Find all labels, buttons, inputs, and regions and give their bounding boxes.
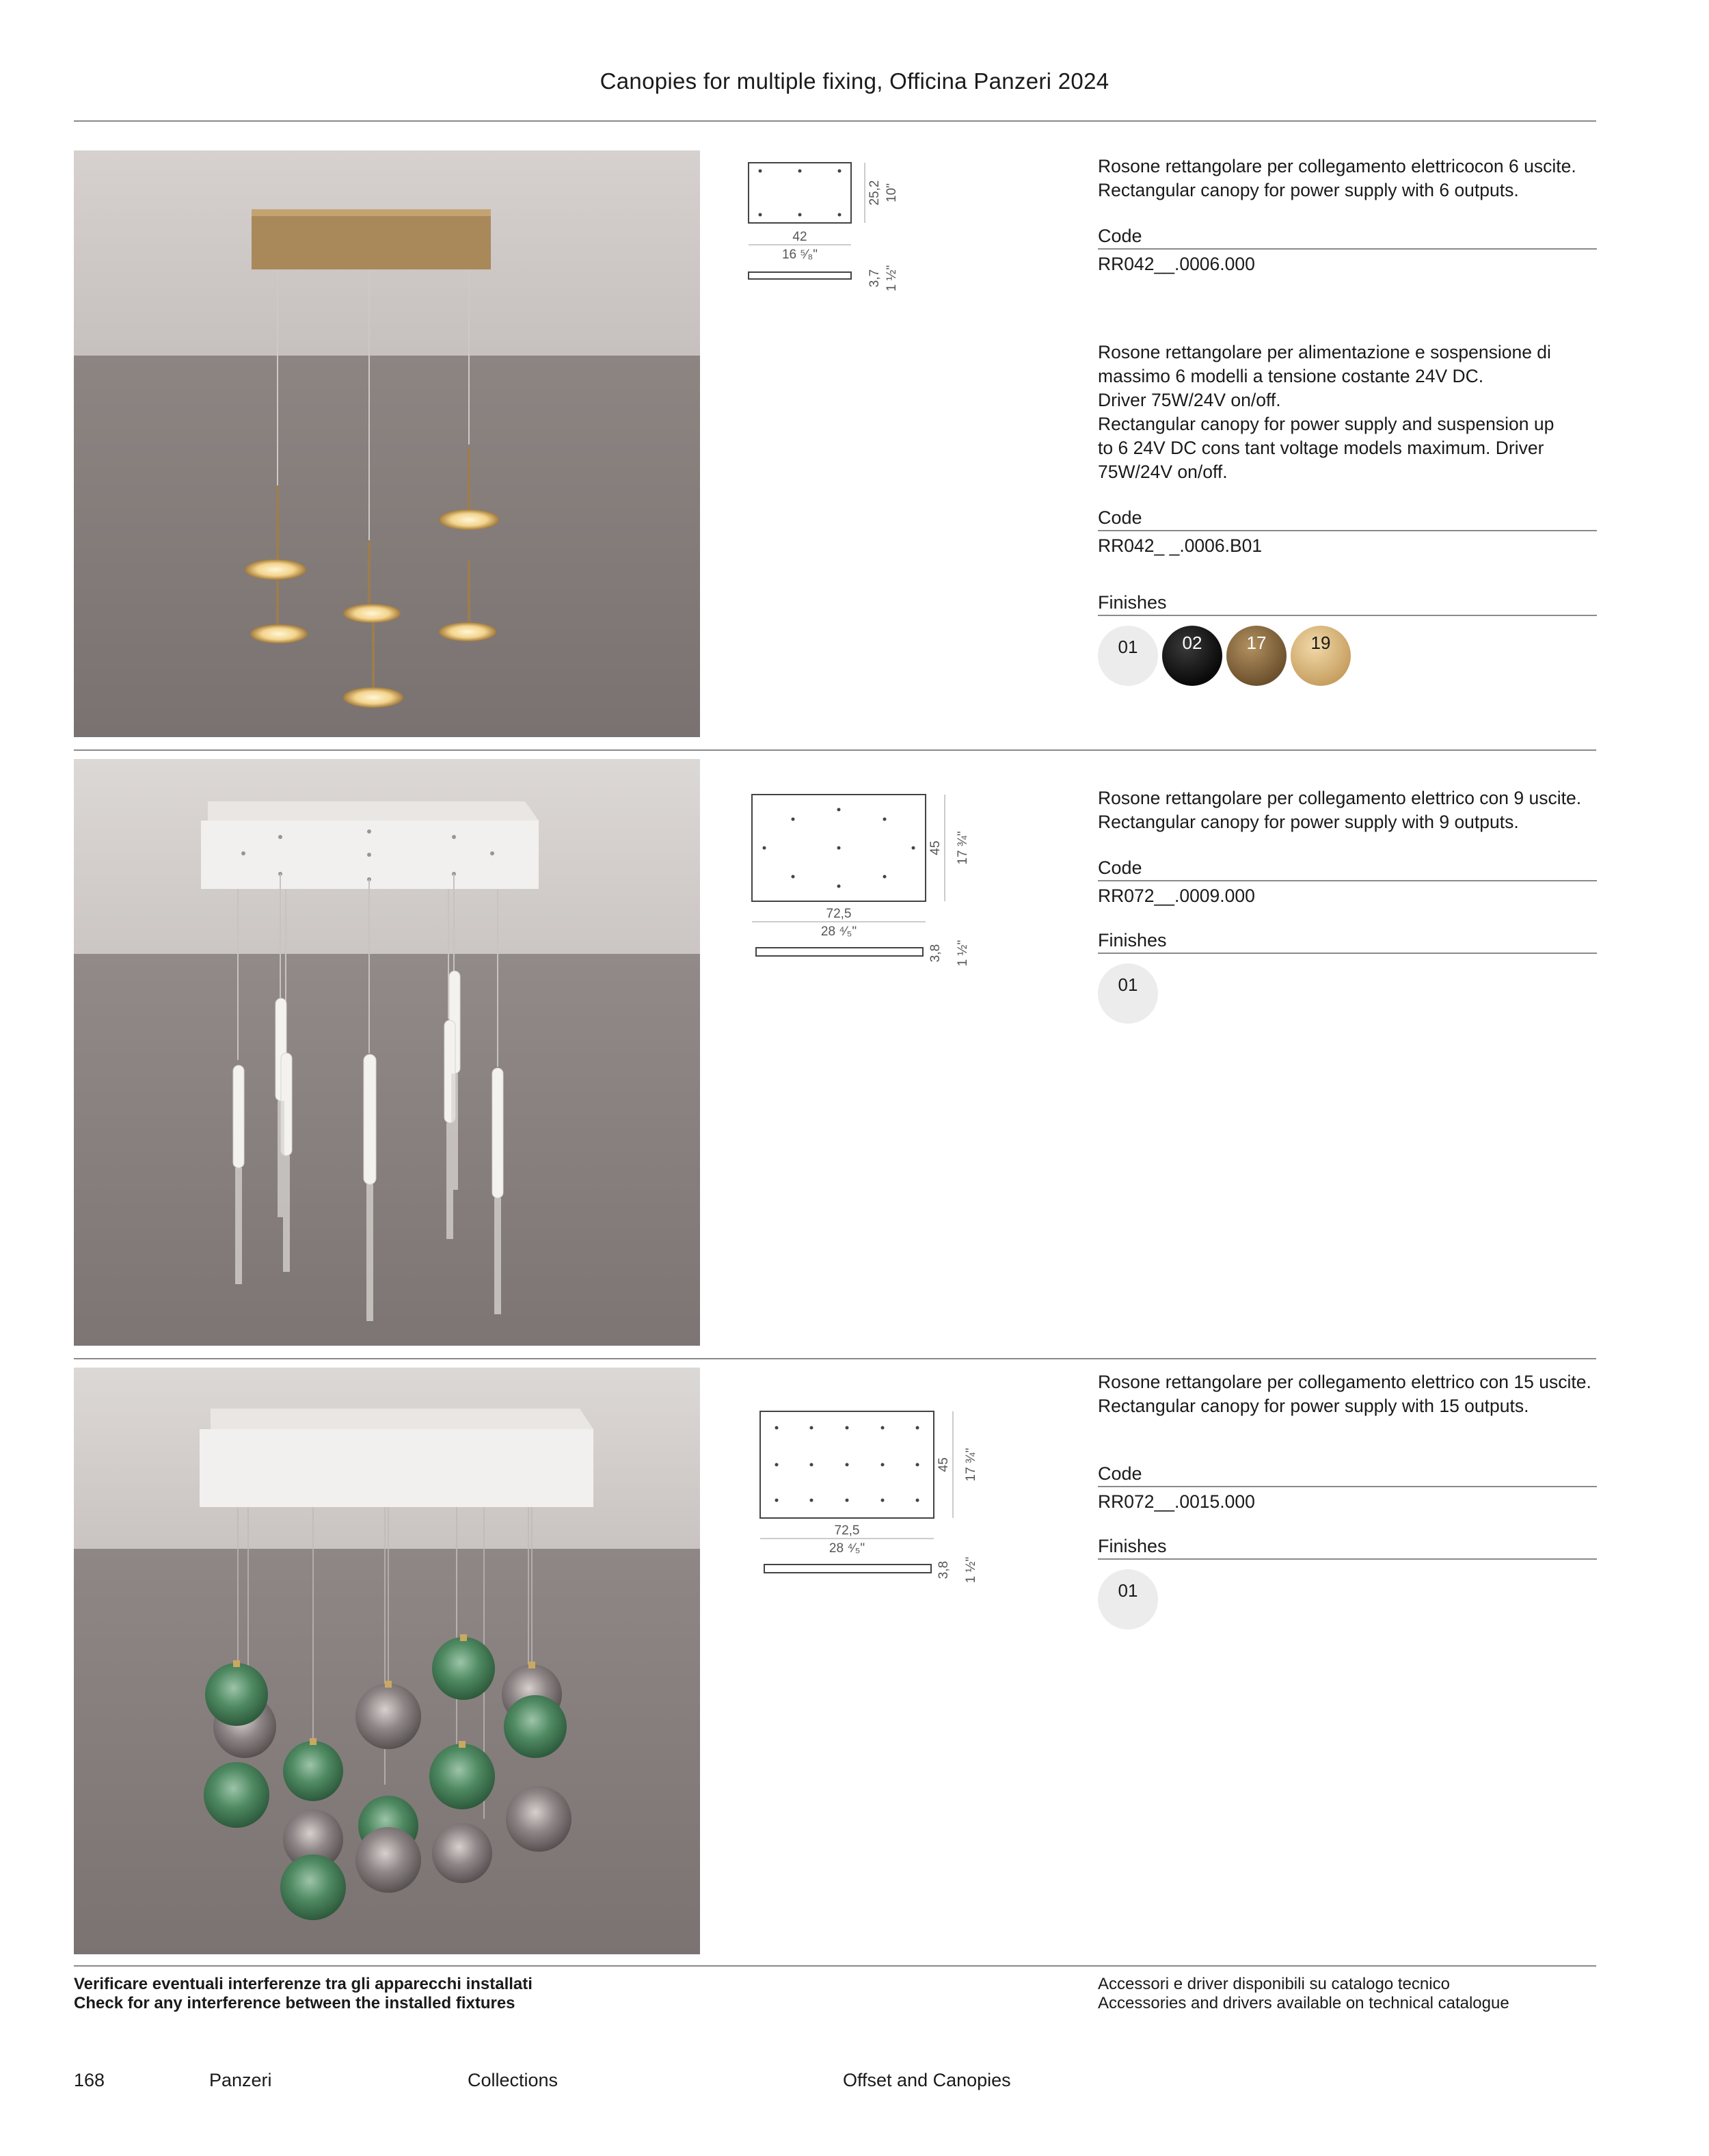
description-line: to 6 24V DC cons tant voltage models maximum. Driver	[1098, 438, 1544, 458]
dim-height: 3,7	[867, 269, 882, 288]
note-line: Accessories and drivers available on technical catalogue	[1098, 1994, 1509, 2012]
product-info-9-outputs	[1098, 786, 1597, 1024]
dim-depth-inches: 10"	[885, 183, 899, 202]
finish-code: 01	[1118, 974, 1138, 995]
code-label: Code	[1098, 857, 1597, 881]
description-line: 75W/24V on/off.	[1098, 462, 1228, 482]
finish-code: 02	[1182, 633, 1202, 653]
footer-chapter: Offset and Canopies	[843, 2070, 1011, 2090]
description-line: Rectangular canopy for power supply with 15 outputs.	[1098, 1396, 1529, 1416]
section-divider	[74, 749, 1596, 751]
code-label: Code	[1098, 226, 1597, 250]
dim-depth-inches: 17 ¾"	[956, 831, 970, 865]
dim-depth: 45	[937, 1457, 951, 1472]
description-line: Rosone rettangolare per collegamento elettrico con 9 uscite.	[1098, 788, 1582, 808]
description-line: Rectangular canopy for power supply with 9 outputs.	[1098, 812, 1519, 832]
footer-section: Collections	[468, 2070, 559, 2090]
finish-code: 01	[1118, 1580, 1138, 1601]
product-photo-ring-pendants	[74, 150, 700, 737]
dim-depth: 45	[928, 840, 943, 855]
accessories-note	[1098, 1975, 1645, 2013]
footer-divider	[74, 1965, 1596, 1967]
header-divider	[74, 120, 1596, 122]
canopy-side-view	[749, 272, 851, 279]
description-line: Rosone rettangolare per alimentazione e sospensione di	[1098, 342, 1551, 362]
code-label: Code	[1098, 1463, 1597, 1487]
dim-width: 72,5	[834, 1523, 860, 1538]
finishes-label: Finishes	[1098, 1536, 1597, 1560]
finishes-label: Finishes	[1098, 930, 1597, 954]
product-code: RR042_ _.0006.B01	[1098, 535, 1263, 556]
description-line: Rectangular canopy for power supply with 6 outputs.	[1098, 180, 1519, 200]
finish-swatch	[1162, 626, 1222, 686]
product-photo-glass-sphere-pendants	[74, 1368, 700, 1954]
page-title: Canopies for multiple fixing, Officina Panzeri 2024	[600, 68, 1109, 94]
finish-code: 01	[1118, 637, 1138, 657]
dim-width-inches: 16 ⁵⁄₈"	[781, 248, 818, 262]
product-photo-tube-pendants	[74, 759, 700, 1346]
finishes-label: Finishes	[1098, 592, 1597, 616]
page-number: 168	[74, 2070, 105, 2090]
description-line: Rosone rettangolare per collegamento elettrico con 15 uscite.	[1098, 1372, 1591, 1392]
finish-swatch	[1098, 963, 1158, 1024]
dim-depth-inches: 17 ¾"	[964, 1448, 978, 1482]
description-block	[1098, 341, 1597, 484]
description-block	[1098, 1370, 1597, 1418]
product-code: RR072__.0009.000	[1098, 886, 1255, 906]
finish-code: 17	[1246, 633, 1267, 653]
installation-note	[74, 1975, 689, 2013]
description-line: massimo 6 modelli a tensione costante 24V DC.	[1098, 366, 1484, 386]
finish-swatch	[1098, 626, 1158, 686]
technical-drawing-15-outputs	[757, 1409, 990, 1586]
description-line: Rectangular canopy for power supply and suspension up	[1098, 414, 1555, 434]
code-label: Code	[1098, 507, 1597, 531]
dim-height: 3,8	[928, 944, 943, 963]
finish-swatch	[1226, 626, 1287, 686]
technical-drawing-9-outputs	[746, 793, 979, 971]
section-divider	[74, 1358, 1596, 1359]
product-code: RR072__.0015.000	[1098, 1491, 1255, 1512]
dim-height-inches: 1 ½"	[956, 940, 970, 967]
note-line: Accessori e driver disponibili su catalogo tecnico	[1098, 1975, 1450, 1993]
finish-code: 19	[1310, 633, 1331, 653]
product-info-6-outputs	[1098, 155, 1597, 686]
note-line: Check for any interference between the installed fixtures	[74, 1994, 515, 2012]
description-block	[1098, 786, 1597, 834]
dim-height-inches: 1 ½"	[964, 1556, 978, 1584]
dim-width-inches: 28 ⁴⁄₅"	[829, 1541, 865, 1556]
product-info-15-outputs	[1098, 1370, 1597, 1629]
note-line: Verificare eventuali interferenze tra gli apparecchi installati	[74, 1975, 533, 1993]
footer-brand: Panzeri	[209, 2070, 272, 2090]
description-line: Driver 75W/24V on/off.	[1098, 390, 1281, 410]
technical-drawing-6-outputs	[745, 157, 923, 301]
dim-width: 72,5	[826, 907, 852, 921]
dim-depth: 25,2	[867, 180, 882, 206]
description-line: Rosone rettangolare per collegamento elettricocon 6 uscite.	[1098, 156, 1576, 176]
dim-height-inches: 1 ½"	[885, 265, 899, 292]
dim-width-inches: 28 ⁴⁄₅"	[820, 924, 857, 939]
description-block	[1098, 155, 1597, 202]
canopy-side-view	[756, 948, 923, 956]
finish-swatches	[1098, 963, 1597, 1024]
product-code: RR042__.0006.000	[1098, 254, 1255, 274]
canopy-side-view	[764, 1565, 931, 1573]
dim-height: 3,8	[937, 1560, 951, 1580]
finish-swatch	[1098, 1569, 1158, 1629]
finish-swatches	[1098, 626, 1597, 686]
finish-swatch	[1291, 626, 1351, 686]
finish-swatches	[1098, 1569, 1597, 1629]
dim-width: 42	[792, 230, 807, 244]
